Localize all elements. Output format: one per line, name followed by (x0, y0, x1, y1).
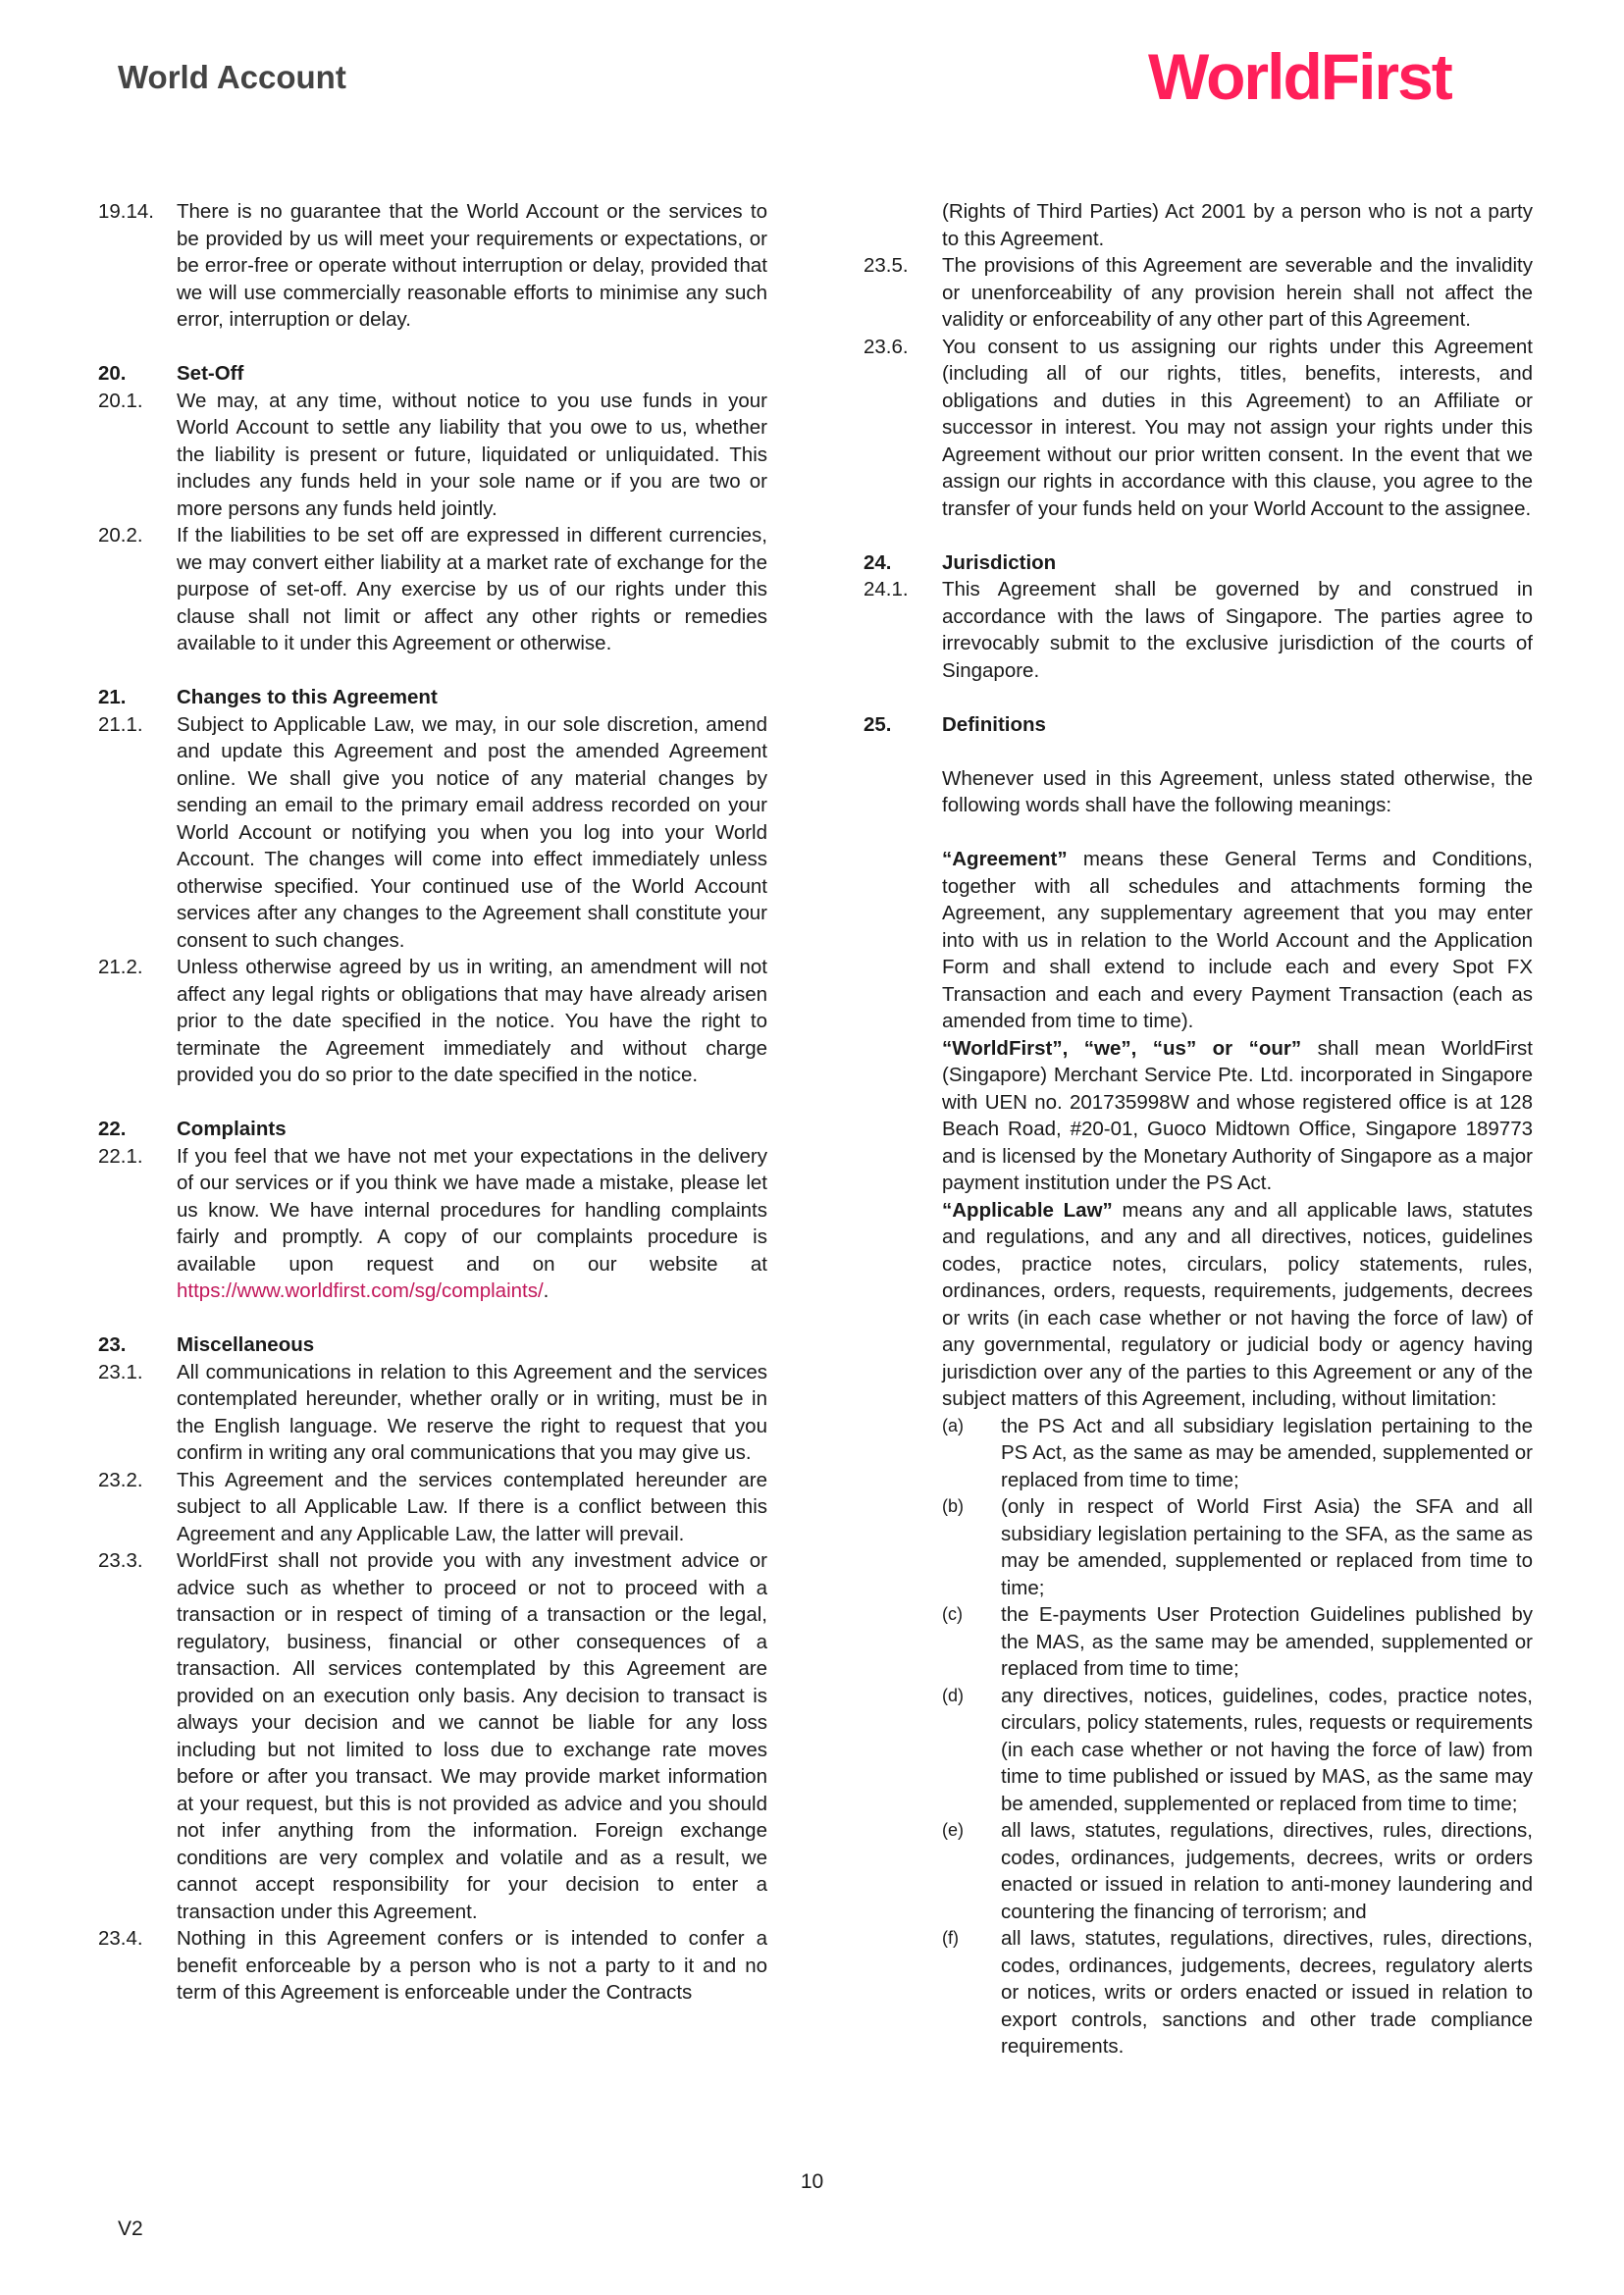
clause-text: This Agreement and the services contemplated hereunder are subject to all Applicable Law. If there is a conflict between this Agreement and any Applicable Law, the latter will prevail. (177, 1468, 767, 1545)
complaints-link[interactable]: https://www.worldfirst.com/sg/complaints/ (177, 1279, 544, 1302)
list-item (864, 1413, 1533, 1494)
clause-text: If the liabilities to be set off are expressed in different currencies, we may convert either liability at a market rate of exchange for the purpose of set-off. Any exercise by us of our rights under this clause shall not limit or affect any other rights or remedies available to it under this Agreement or otherwise. (177, 524, 767, 654)
section-number: 23. (98, 1333, 127, 1356)
definition-worldfirst (864, 1035, 1533, 1197)
section-title: Set-Off (177, 362, 244, 385)
worldfirst-logo: WorldFirst (1148, 40, 1451, 113)
clause-20-1 (98, 388, 767, 523)
clause-text: The provisions of this Agreement are severable and the invalidity or unenforceability of any provision herein shall not affect the validity or enforceability of any other part of this Agreement. (942, 254, 1533, 331)
clause-text: Nothing in this Agreement confers or is intended to confer a benefit enforceable by a person who is not a party to it and no term of this Agreement is enforceable under the Contracts (177, 1927, 767, 2004)
clause-23-2 (98, 1467, 767, 1548)
section-number: 21. (98, 686, 127, 708)
list-item (864, 1817, 1533, 1925)
clause-number: 20.1. (98, 389, 143, 412)
definition-text: means these General Terms and Conditions, together with all schedules and attachments forming the Agreement, any supplementary agreement that you may enter into with us in relation to the World Account and the Application Form and shall extend to include each and every Spot FX Transaction and each and every Payment Transaction (each as amended from time to time). (942, 848, 1533, 1032)
item-label: (f) (942, 1928, 959, 1948)
section-title: Miscellaneous (177, 1333, 315, 1356)
clause-23-6 (864, 334, 1533, 523)
list-item (864, 1601, 1533, 1683)
clause-text: Subject to Applicable Law, we may, in our sole discretion, amend and update this Agreement and post the amended Agreement online. We shall give you notice of any material changes by sending an email to the primary email address recorded on your World Account or notifying you when you log into your World Account. The changes will come into effect immediately unless otherwise specified. Your continued use of the World Account services after any changes to the Agreement shall constitute your consent to such changes. (177, 712, 767, 952)
clause-number: 24.1. (864, 578, 909, 600)
section-21-heading (98, 684, 767, 711)
item-text: the E-payments User Protection Guidelines published by the MAS, as the same may be amended, supplemented or replaced from time to time; (1001, 1603, 1533, 1680)
clause-text: All communications in relation to this Agreement and the services contemplated hereunder, whether orally or in writing, must be in the English language. We reserve the right to request that you confirm in writing any oral communications that you may give us. (177, 1360, 767, 1464)
section-number: 24. (864, 550, 892, 574)
version-label: V2 (118, 2217, 143, 2240)
item-text: (only in respect of World First Asia) the SFA and all subsidiary legislation pertaining to the SFA, as the same as may be amended, supplemented or replaced from time to time; (1001, 1495, 1533, 1599)
item-label: (a) (942, 1415, 964, 1435)
item-text: the PS Act and all subsidiary legislation pertaining to the PS Act, as the same as may be amended, supplemented or replaced from time to time; (1001, 1414, 1533, 1491)
clause-text-body: If you feel that we have not met your expectations in the delivery of our services or if you think we have made a mistake, please let us know. We have internal procedures for handling complaints fairly and promptly. A copy of our complaints procedure is available upon request and on our website at (177, 1144, 767, 1276)
clause-text: WorldFirst shall not provide you with any investment advice or advice such as whether to proceed or not to proceed with a transaction or in respect of timing of a transaction or the legal, regulatory, business, financial or other consequences of a transaction. All services contemplated by this Agreement are provided on an execution only basis. Any decision to transact is always your decision and we cannot be liable for any loss including but not limited to loss due to exchange rate moves before or after you transact. We may provide market information at your request, but this is not provided as advice and you should not infer anything from the information. Foreign exchange conditions are very complex and volatile and as a result, we cannot accept responsibility for your decision to enter a transaction under this Agreement. (177, 1549, 767, 1923)
list-item (864, 1683, 1533, 1818)
clause-number: 21.1. (98, 712, 143, 736)
clause-number: 19.14. (98, 200, 154, 223)
item-label: (d) (942, 1685, 964, 1705)
clause-number: 23.4. (98, 1927, 143, 1950)
left-column (98, 198, 767, 2007)
item-label: (b) (942, 1496, 964, 1516)
clause-text: Unless otherwise agreed by us in writing, an amendment will not affect any legal rights or obligations that may have already arisen prior to the date specified in the notice. You have the right to terminate the Agreement immediately and without charge provided you do so prior to the date specified in the notice. (177, 956, 767, 1086)
item-text: all laws, statutes, regulations, directives, rules, directions, codes, ordinances, judgements, decrees, writs or orders enacted or issued in relation to anti-money laundering and countering the financing of terrorism; and (1001, 1819, 1533, 1923)
section-20-heading (98, 360, 767, 388)
definition-agreement (864, 846, 1533, 1035)
clause-23-3 (98, 1547, 767, 1925)
clause-number: 23.2. (98, 1468, 143, 1491)
item-label: (e) (942, 1820, 964, 1840)
section-title: Complaints (177, 1118, 287, 1140)
definition-term: “WorldFirst”, “we”, “us” or “our” (942, 1036, 1302, 1060)
clause-text (177, 1143, 767, 1305)
clause-21-1 (98, 711, 767, 955)
clause-number: 23.5. (864, 254, 909, 277)
list-item (864, 1493, 1533, 1601)
definition-term: “Applicable Law” (942, 1198, 1113, 1222)
clause-number: 21.2. (98, 956, 143, 978)
definition-text: shall mean WorldFirst (Singapore) Merchant Service Pte. Ltd. incorporated in Singapore with UEN no. 201735998W and whose registered office is at 128 Beach Road, #20-01, Guoco Midtown Office, Singapore 189773 and is licensed by the Monetary Authority of Singapore as a major payment institution under the PS Act. (942, 1036, 1533, 1194)
item-text: any directives, notices, guidelines, codes, practice notes, circulars, policy statements, rules, requests or requirements (in each case whether or not having the force of law) from time to time published or issued by MAS, as the same may be amended, supplemented or replaced from time to time; (1001, 1684, 1533, 1815)
clause-text: You consent to us assigning our rights under this Agreement (including all of our rights, titles, benefits, interests, and obligations and duties in this Agreement) to an Affiliate or successor in interest. You may not assign your rights under this Agreement without our prior written consent. In the event that we assign our rights in accordance with this clause, you agree to the transfer of your funds held on your World Account to the assignee. (942, 335, 1533, 520)
section-number: 20. (98, 362, 127, 385)
clause-number: 23.3. (98, 1549, 143, 1572)
clause-text-end: . (543, 1279, 550, 1302)
clause-20-2 (98, 522, 767, 657)
section-23-heading (98, 1331, 767, 1359)
clause-23-5 (864, 252, 1533, 334)
clause-number: 22.1. (98, 1144, 143, 1168)
clause-text: This Agreement shall be governed by and construed in accordance with the laws of Singapore. The parties agree to irrevocably submit to the exclusive jurisdiction of the courts of Singapore. (942, 578, 1533, 682)
clause-text: There is no guarantee that the World Account or the services to be provided by us will meet your requirements or expectations, or be error-free or operate without interruption or delay, provided that we will use commercially reasonable efforts to minimise any such error, interruption or delay. (177, 200, 767, 331)
item-text: all laws, statutes, regulations, directives, rules, directions, codes, ordinances, judgements, decrees, regulatory alerts or notices, writs or orders enacted or issued in relation to export controls, sanctions and other trade compliance requirements. (1001, 1927, 1533, 2058)
document-title: World Account (118, 59, 346, 95)
section-24-heading (864, 549, 1533, 577)
right-column (864, 198, 1533, 2060)
section-number: 22. (98, 1118, 127, 1140)
clause-number: 23.6. (864, 335, 909, 358)
section-title: Changes to this Agreement (177, 686, 438, 708)
item-label: (c) (942, 1604, 963, 1624)
section-title: Definitions (942, 712, 1046, 736)
section-22-heading (98, 1116, 767, 1143)
definition-text: means any and all applicable laws, statutes and regulations, and any and all directives, notices, guidelines codes, practice notes, circulars, policy statements, rules, ordinances, orders, requests, requirements, judgements, decrees or writs (in each case whether or not having the force of law) of any governmental, regulatory or judicial body or agency having jurisdiction over any of the parties to this Agreement or any of the subject matters of this Agreement, including, without limitation: (942, 1198, 1533, 1410)
page-number: 10 (800, 2170, 824, 2193)
clause-23-4 (98, 1925, 767, 2007)
clause-number: 23.1. (98, 1360, 143, 1383)
definition-term: “Agreement” (942, 848, 1068, 870)
definitions-intro: Whenever used in this Agreement, unless stated otherwise, the following words shall have the following meanings: (942, 766, 1533, 816)
clause-23-1 (98, 1359, 767, 1467)
clause-21-2 (98, 954, 767, 1089)
clause-23-4-continued: (Rights of Third Parties) Act 2001 by a person who is not a party to this Agreement. (942, 200, 1533, 250)
definition-applicable-law (864, 1197, 1533, 1413)
clause-number: 20.2. (98, 524, 143, 547)
section-title: Jurisdiction (942, 550, 1057, 574)
clause-text: We may, at any time, without notice to you use funds in your World Account to settle any liability that you owe to us, whether the liability is present or future, liquidated or unliquidated. This includes any funds held in your sole name or if you are two or more persons any funds held jointly. (177, 389, 767, 520)
section-25-heading (864, 711, 1533, 739)
clause-19-14 (98, 198, 767, 334)
section-number: 25. (864, 712, 892, 736)
clause-22-1 (98, 1143, 767, 1305)
clause-24-1 (864, 576, 1533, 684)
list-item (864, 1925, 1533, 2060)
